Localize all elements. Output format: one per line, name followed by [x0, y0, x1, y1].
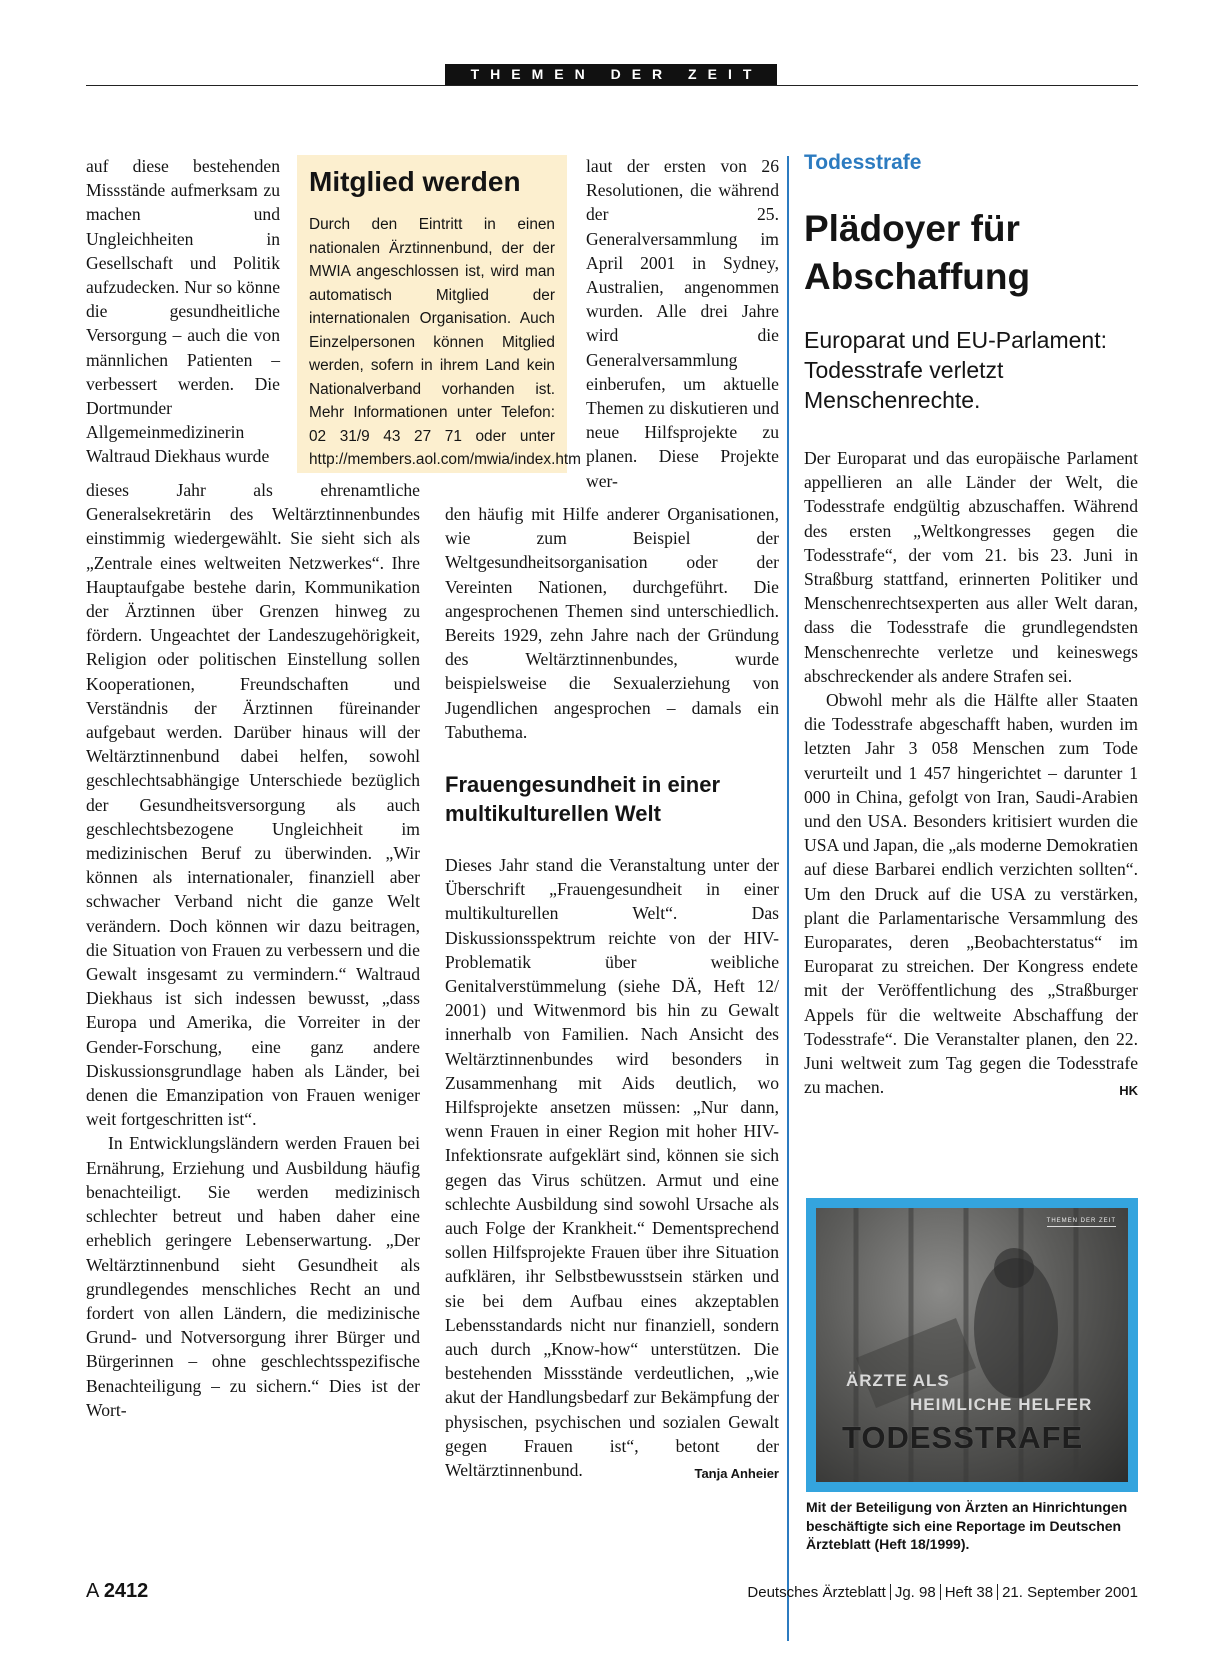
paragraph: dieses Jahr als ehrenamtliche Generalsekretärin des Weltärztinnenbundes einstimmig wiedergewählt. Sie sieht sich als „Zentrale eines weltweiten Netzwerkes“. Ihre Hauptaufgabe bestehe darin, Kommunikation der Ärztinnen über Grenzen hinweg zu fördern. Ungeachtet der Landeszugehörigkeit, Religion oder politischen Einstellung sollen Kooperationen, Freundschaften und Verständnis der Ärztinnen füreinander aufgebaut werden. Darüber hinaus will der Weltärztinnenbund dabei helfen, sowohl geschlechtsabhängige Unterschiede bezüglich der Gesundheitsversorgung als auch geschlechtsbezogene Ungleichheit im medizinischen Beruf zu überwinden. „Wir können als internationaler, finanziell aber schwacher Verband nicht die ganze Welt verändern. Doch können wir dazu beitragen, die Situation von Frauen zu verbessern und die Gewalt insgesamt zu vermindern.“ Waltraud Diekhaus ist sich indessen bewusst, „dass Europa und Amerika, die Vorreiter in der Gender-Forschung, eine ganz andere Diskussionsgrundlage haben als Länder, bei denen die Emanzipation von Frauen weniger weit fortgeschritten ist“. — [86, 480, 420, 1130]
paragraph: In Entwicklungsländern werden Frauen bei Ernährung, Erziehung und Ausbildung häufig benachteiligt. Sie werden medizinisch schlechter betreut und haben daher eine erheblich geringere Lebenserwartung. „Der Weltärztinnenbund sieht Gesundheit als grundlegendes menschliches Recht an und fordert von allen Ländern, die medizinische Grund- und Notversorgung ihrer Bürger und Bürgerinnen – ohne geschlechtsspezifische Benachteiligung – zu sichern.“ Dies ist der Wort- — [86, 1133, 420, 1420]
footer-separator — [940, 1584, 941, 1600]
author-signature: HK — [1119, 1083, 1138, 1099]
article1-col1-bottom — [86, 478, 420, 1422]
cover-line1: ÄRZTE ALS — [846, 1371, 950, 1390]
image-caption: Mit der Beteiligung von Ärzten an Hinrichtungen beschäftigte sich eine Reportage im Deutschen Ärzteblatt (Heft 18/1999). — [806, 1499, 1128, 1552]
article1-col2-bottom — [445, 502, 779, 744]
paragraph: laut der ersten von 26 Resolutionen, die während der 25. Generalversammlung im April 2001 in Sydney, Australien, angenommen wurden. Alle drei Jahre wird die Generalversammlung einberufen, um aktuelle Themen zu diskutieren und neue Hilfsprojekte zu planen. Diese Projekte wer- — [586, 156, 779, 491]
article1-col2-top — [586, 154, 779, 493]
column-divider — [787, 156, 789, 1641]
paragraph: den häufig mit Hilfe anderer Organisationen, wie zum Beispiel der Weltgesundheitsorganisation oder der Vereinten Nationen, durchgeführt. Die angesprochenen Themen sind unterschiedlich. Bereits 1929, zehn Jahre nach der Gründung des Weltärztinnenbundes, wurde beispielsweise die Sexualerziehung von Jugendlichen angesprochen – damals ein Tabuthema. — [445, 504, 779, 742]
article2-body — [804, 446, 1138, 1103]
author-signature: Tanja Anheier — [694, 1466, 779, 1482]
paragraph — [804, 688, 1138, 1099]
paragraph-text: Obwohl mehr als die Hälfte aller Staaten die Todesstrafe abgeschafft haben, wurden im letzten Jahr 3 058 Menschen zum Tode verurteilt und 1 457 hingerichtet – darunter 1 000 in China, gefolgt von Iran, Saudi-Arabien und den USA. Besonders kritisiert wurden die USA und Japan, die „als moderne Demokratien auf diese Barbarei endlich verzichten sollten“. Um den Druck auf die USA zu verstärken, plant die Parlamentarische Versammlung des Europarates, deren „Beobachterstatus“ im Europarat zu streichen. Der Kongress endete mit der Veröffentlichung des „Straßburger Appels für die weltweite Abschaffung der Todesstrafe“. Die Veranstalter planen, den 22. Juni weltweit zum Tag gegen die Todesstrafe zu machen. — [804, 690, 1138, 1098]
page-number-value: 2412 — [103, 1580, 149, 1602]
cover-title: TODESSTRAFE — [842, 1420, 1084, 1455]
info-box — [297, 155, 581, 473]
journal-date: 21. September 2001 — [1002, 1584, 1138, 1601]
cover-line2: HEIMLICHE HELFER — [910, 1395, 1093, 1414]
journal-volume: Jg. 98 — [894, 1584, 936, 1601]
footer-separator — [997, 1584, 998, 1600]
article2-kicker: Todesstrafe — [804, 151, 922, 174]
journal-issue: Heft 38 — [944, 1584, 994, 1601]
cover-photo — [816, 1208, 1128, 1482]
paragraph — [445, 853, 779, 1482]
journal-name: Deutsches Ärzteblatt — [747, 1584, 886, 1601]
paragraph: auf diese bestehenden Missstände aufmerksam zu machen und Ungleichheiten in Gesellschaft und Politik aufzudecken. Nur so könne die gesundheitliche Versorgung – auch die von männlichen Patienten – verbessert werden. Die Dortmunder Allgemeinmedizinerin Waltraud Diekhaus wurde — [86, 156, 280, 467]
magazine-cover-image — [806, 1198, 1138, 1492]
info-box-title: Mitglied werden — [309, 166, 521, 197]
article2-headline: Plädoyer für Abschaffung — [804, 208, 1031, 297]
paragraph: Der Europarat und das europäische Parlament appellieren an alle Länder der Welt, die Todesstrafe endgültig abzuschaffen. Während des ersten „Weltkongresses gegen die Todesstrafe“, der vom 21. bis 23. Juni in Straßburg stattfand, erinnerten Politiker und Menschenrechtsexperten aus aller Welt daran, dass die Todesstrafe die grundlegendsten Menschenrechte verletze und keineswegs abschreckender als andere Strafen sei. — [804, 448, 1138, 686]
article1-col1-top — [86, 154, 280, 469]
info-box-text: Durch den Eintritt in einen nationalen Ärztinnenbund, der der MWIA angeschlossen ist, wird man automatisch Mitglied der internationalen Organisation. Auch Einzelpersonen können Mitglied werden, sofern in ihrem Land kein Nationalverband vorhanden ist. Mehr Informationen unter Telefon: 02 31/9 43 27 71 oder unter http://members.aol.com/mwia/index.htm — [309, 216, 581, 468]
footer-journal-info — [747, 1584, 1138, 1601]
paragraph-text: Dieses Jahr stand die Veranstaltung unter der Überschrift „Frauengesundheit in einer multikulturellen Welt“. Das Diskussionsspektrum reichte von der HIV-Problematik über weibliche Genitalverstümmelung (siehe DÄ, Heft 12/ 2001) und Witwenmord bis hin zu Gewalt innerhalb von Familien. Nach Ansicht des Weltärztinnenbundes wird besonders in Zusammenhang mit Aids deutlich, wo Hilfsprojekte ansetzen müssen: „Nur dann, wenn Frauen in einer Region mit hoher HIV-Infektionsrate aufgeklärt sind, können sie sich gegen das Virus schützen. Armut und eine schlechte Ausbildung sind sowohl Ursache als auch Folge der Krankheit.“ Dementsprechend sollen Hilfsprojekte Frauen über ihre Situation aufklären, ihr Selbstbewusstsein stärken und sie bei dem Aufbau eines akzeptablen Lebensstandards nicht nur finanziell, sondern auch durch „Know-how“ unterstützen. Die bestehenden Missstände verdeutlichen, „wie akut der Handlungsbedarf zur Bekämpfung der physischen, psychischen und sozialen Gewalt gegen Frauen ist“, betont der Weltärztinnenbund. — [445, 855, 779, 1481]
article1-subhead: Frauengesundheit in einer multikulturellen Welt — [445, 772, 721, 826]
article2-deck: Europarat und EU-Parlament: Todesstrafe verletzt Menschenrechte. — [804, 327, 1107, 413]
page-number — [86, 1580, 148, 1603]
section-banner: THEMEN DER ZEIT — [445, 64, 777, 85]
footer-separator — [890, 1584, 891, 1600]
article1-col2-lower — [445, 853, 779, 1486]
header-rule — [86, 85, 1138, 86]
page-prefix: A — [86, 1580, 99, 1602]
cover-magazine-label: THEMEN DER ZEIT — [1047, 1218, 1116, 1227]
